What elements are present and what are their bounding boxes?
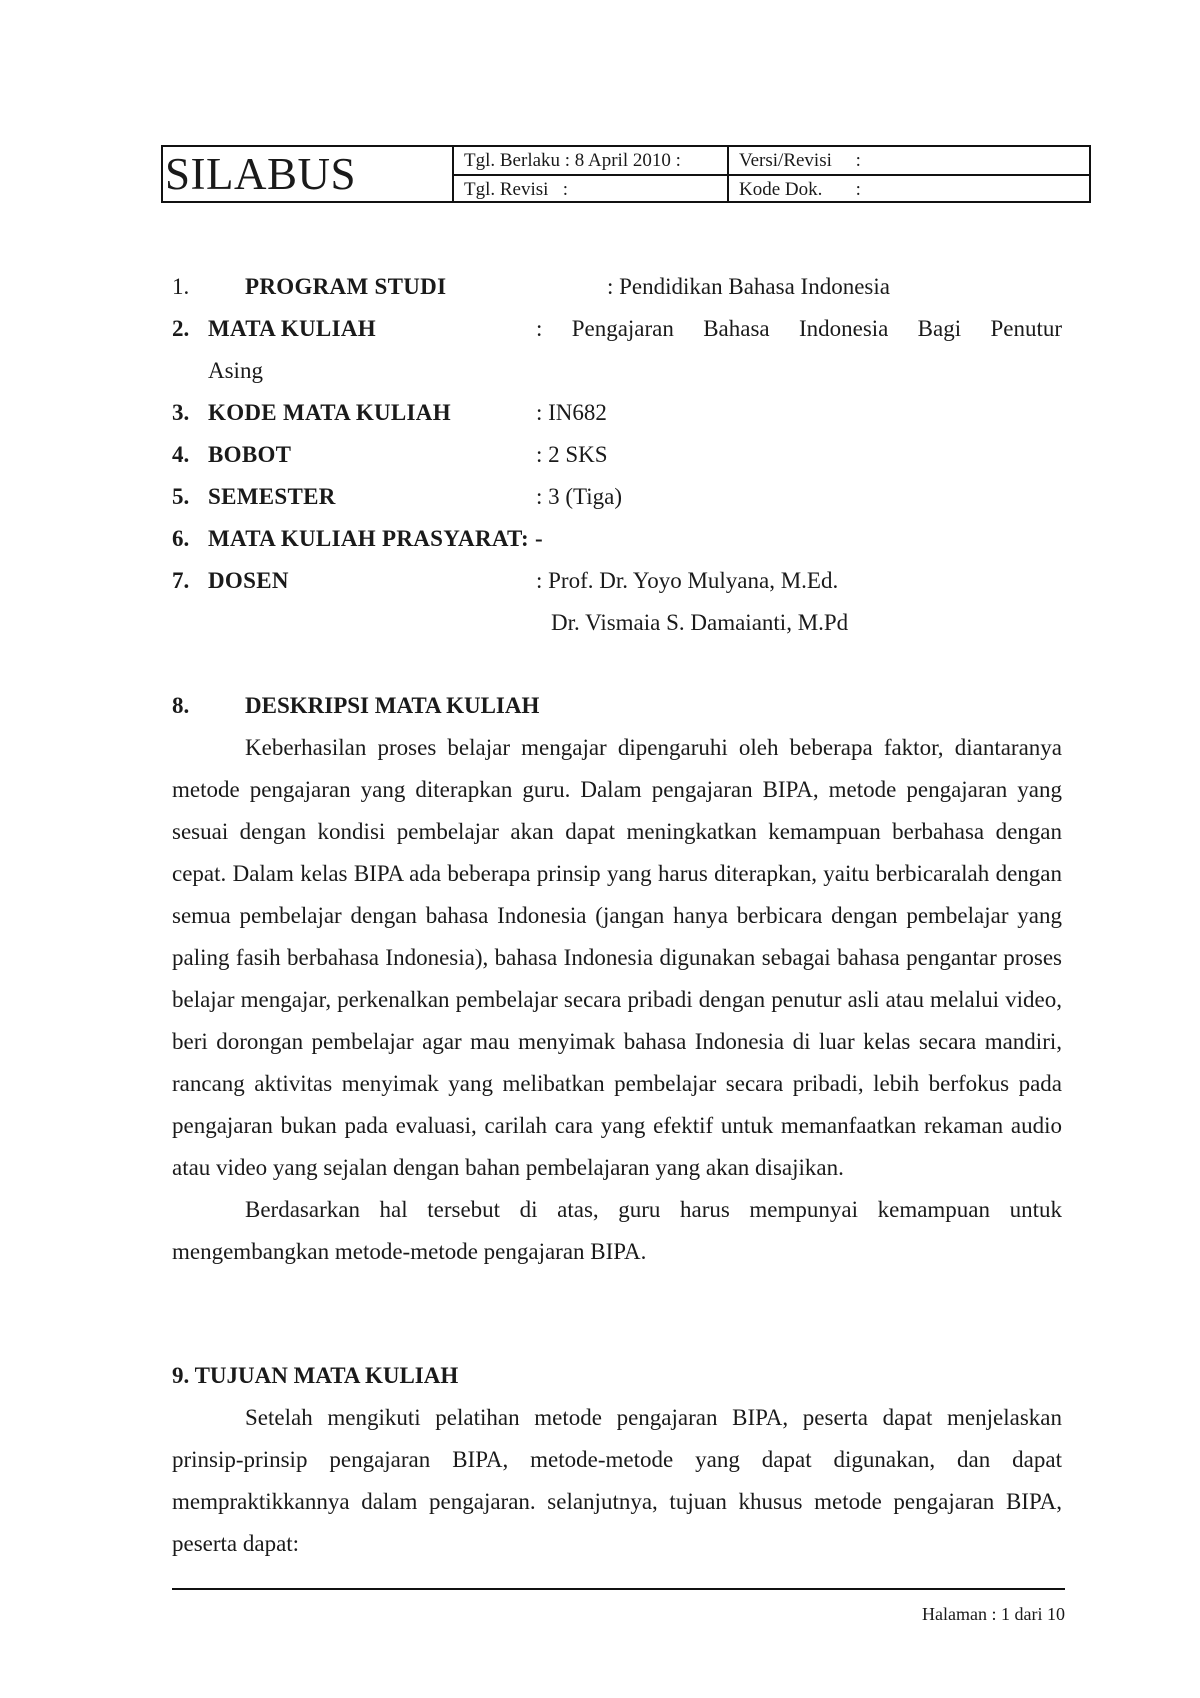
paragraph: Berdasarkan hal tersebut di atas, guru harus mempunyai kemampuan untuk mengembangkan metode-metode pengajaran BIPA. [172, 1197, 1062, 1264]
info-row-bobot [172, 434, 1062, 476]
info-number: 6. [172, 526, 190, 551]
info-label: DOSEN [208, 568, 289, 593]
course-info-list [172, 266, 1062, 644]
info-row-mata-kuliah [172, 308, 1062, 350]
kode-dok: Kode Dok. : [739, 179, 861, 200]
info-row-program-studi [172, 266, 1062, 308]
info-label: MATA KULIAH [208, 316, 376, 341]
page-number: Halaman : 1 dari 10 [922, 1604, 1065, 1624]
header-dates [454, 147, 729, 201]
info-label: SEMESTER [208, 484, 336, 509]
header-version [729, 147, 1089, 201]
info-value-continued: Dr. Vismaia S. Damaianti, M.Pd [551, 610, 849, 635]
info-number: 4. [172, 442, 190, 467]
versi-revisi: Versi/Revisi : [729, 147, 1089, 176]
section-title: 9. TUJUAN MATA KULIAH [172, 1363, 459, 1388]
info-value: : IN682 [536, 400, 607, 425]
info-number: 7. [172, 568, 190, 593]
section-deskripsi [172, 685, 1062, 1273]
info-label: MATA KULIAH PRASYARAT: - [208, 526, 543, 551]
section-heading [172, 1355, 1062, 1397]
info-value: : Pengajaran Bahasa Indonesia Bagi Penutur [536, 316, 1062, 341]
info-value: : 3 (Tiga) [536, 484, 623, 509]
info-value: : 2 SKS [536, 442, 608, 467]
section-tujuan [172, 1355, 1062, 1565]
footer-divider [172, 1588, 1065, 1590]
info-number: 5. [172, 484, 190, 509]
info-label: BOBOT [208, 442, 292, 467]
info-number: 3. [172, 400, 190, 425]
info-row-semester [172, 476, 1062, 518]
section-title: DESKRIPSI MATA KULIAH [245, 693, 540, 718]
info-value: : Pendidikan Bahasa Indonesia [607, 274, 890, 299]
info-row-kode [172, 392, 1062, 434]
info-label: PROGRAM STUDI [245, 274, 447, 299]
info-row-dosen-cont [172, 602, 1062, 644]
info-row-dosen [172, 560, 1062, 602]
tgl-revisi: Tgl. Revisi : [464, 179, 568, 200]
section-heading [172, 685, 1062, 727]
info-label: KODE MATA KULIAH [208, 400, 451, 425]
info-row-prasyarat [172, 518, 1062, 560]
header-box [161, 145, 1091, 203]
paragraph: Keberhasilan proses belajar mengajar dipengaruhi oleh beberapa faktor, diantaranya metode pengajaran yang diterapkan guru. Dalam pengajaran BIPA, metode pengajaran yang sesuai dengan kondisi pembelajar akan dapat meningkatkan kemampuan berbahasa dengan cepat. Dalam kelas BIPA ada beberapa prinsip yang harus diterapkan, yaitu berbicaralah dengan semua pembelajar dengan bahasa Indonesia (jangan hanya berbicara dengan pembelajar yang paling fasih berbahasa Indonesia), bahasa Indonesia digunakan sebagai bahasa pengantar proses belajar mengajar, perkenalkan pembelajar secara pribadi dengan penutur asli atau melalui video, beri dorongan pembelajar agar mau menyimak bahasa Indonesia di luar kelas secara mandiri, rancang aktivitas menyimak yang melibatkan pembelajar secara pribadi, lebih berfokus pada pengajaran bukan pada evaluasi, carilah cara yang efektif untuk memanfaatkan rekaman audio atau video yang sejalan dengan bahan pembelajaran yang akan disajikan. [172, 735, 1062, 1180]
info-number: 1. [172, 274, 190, 299]
info-value-continued: Asing [208, 358, 263, 383]
info-row-mata-kuliah-cont [172, 350, 1062, 392]
document-title: SILABUS [163, 147, 454, 201]
paragraph: Setelah mengikuti pelatihan metode pengajaran BIPA, peserta dapat menjelaskan prinsip-prinsip pengajaran BIPA, metode-metode yang dapat digunakan, dan dapat mempraktikkannya dalam pengajaran. selanjutnya, tujuan khusus metode pengajaran BIPA, peserta dapat: [172, 1405, 1062, 1556]
info-value: : Prof. Dr. Yoyo Mulyana, M.Ed. [536, 568, 839, 593]
tgl-berlaku: Tgl. Berlaku : 8 April 2010 : [454, 147, 727, 176]
section-number: 8. [172, 693, 190, 718]
info-number: 2. [172, 316, 190, 341]
